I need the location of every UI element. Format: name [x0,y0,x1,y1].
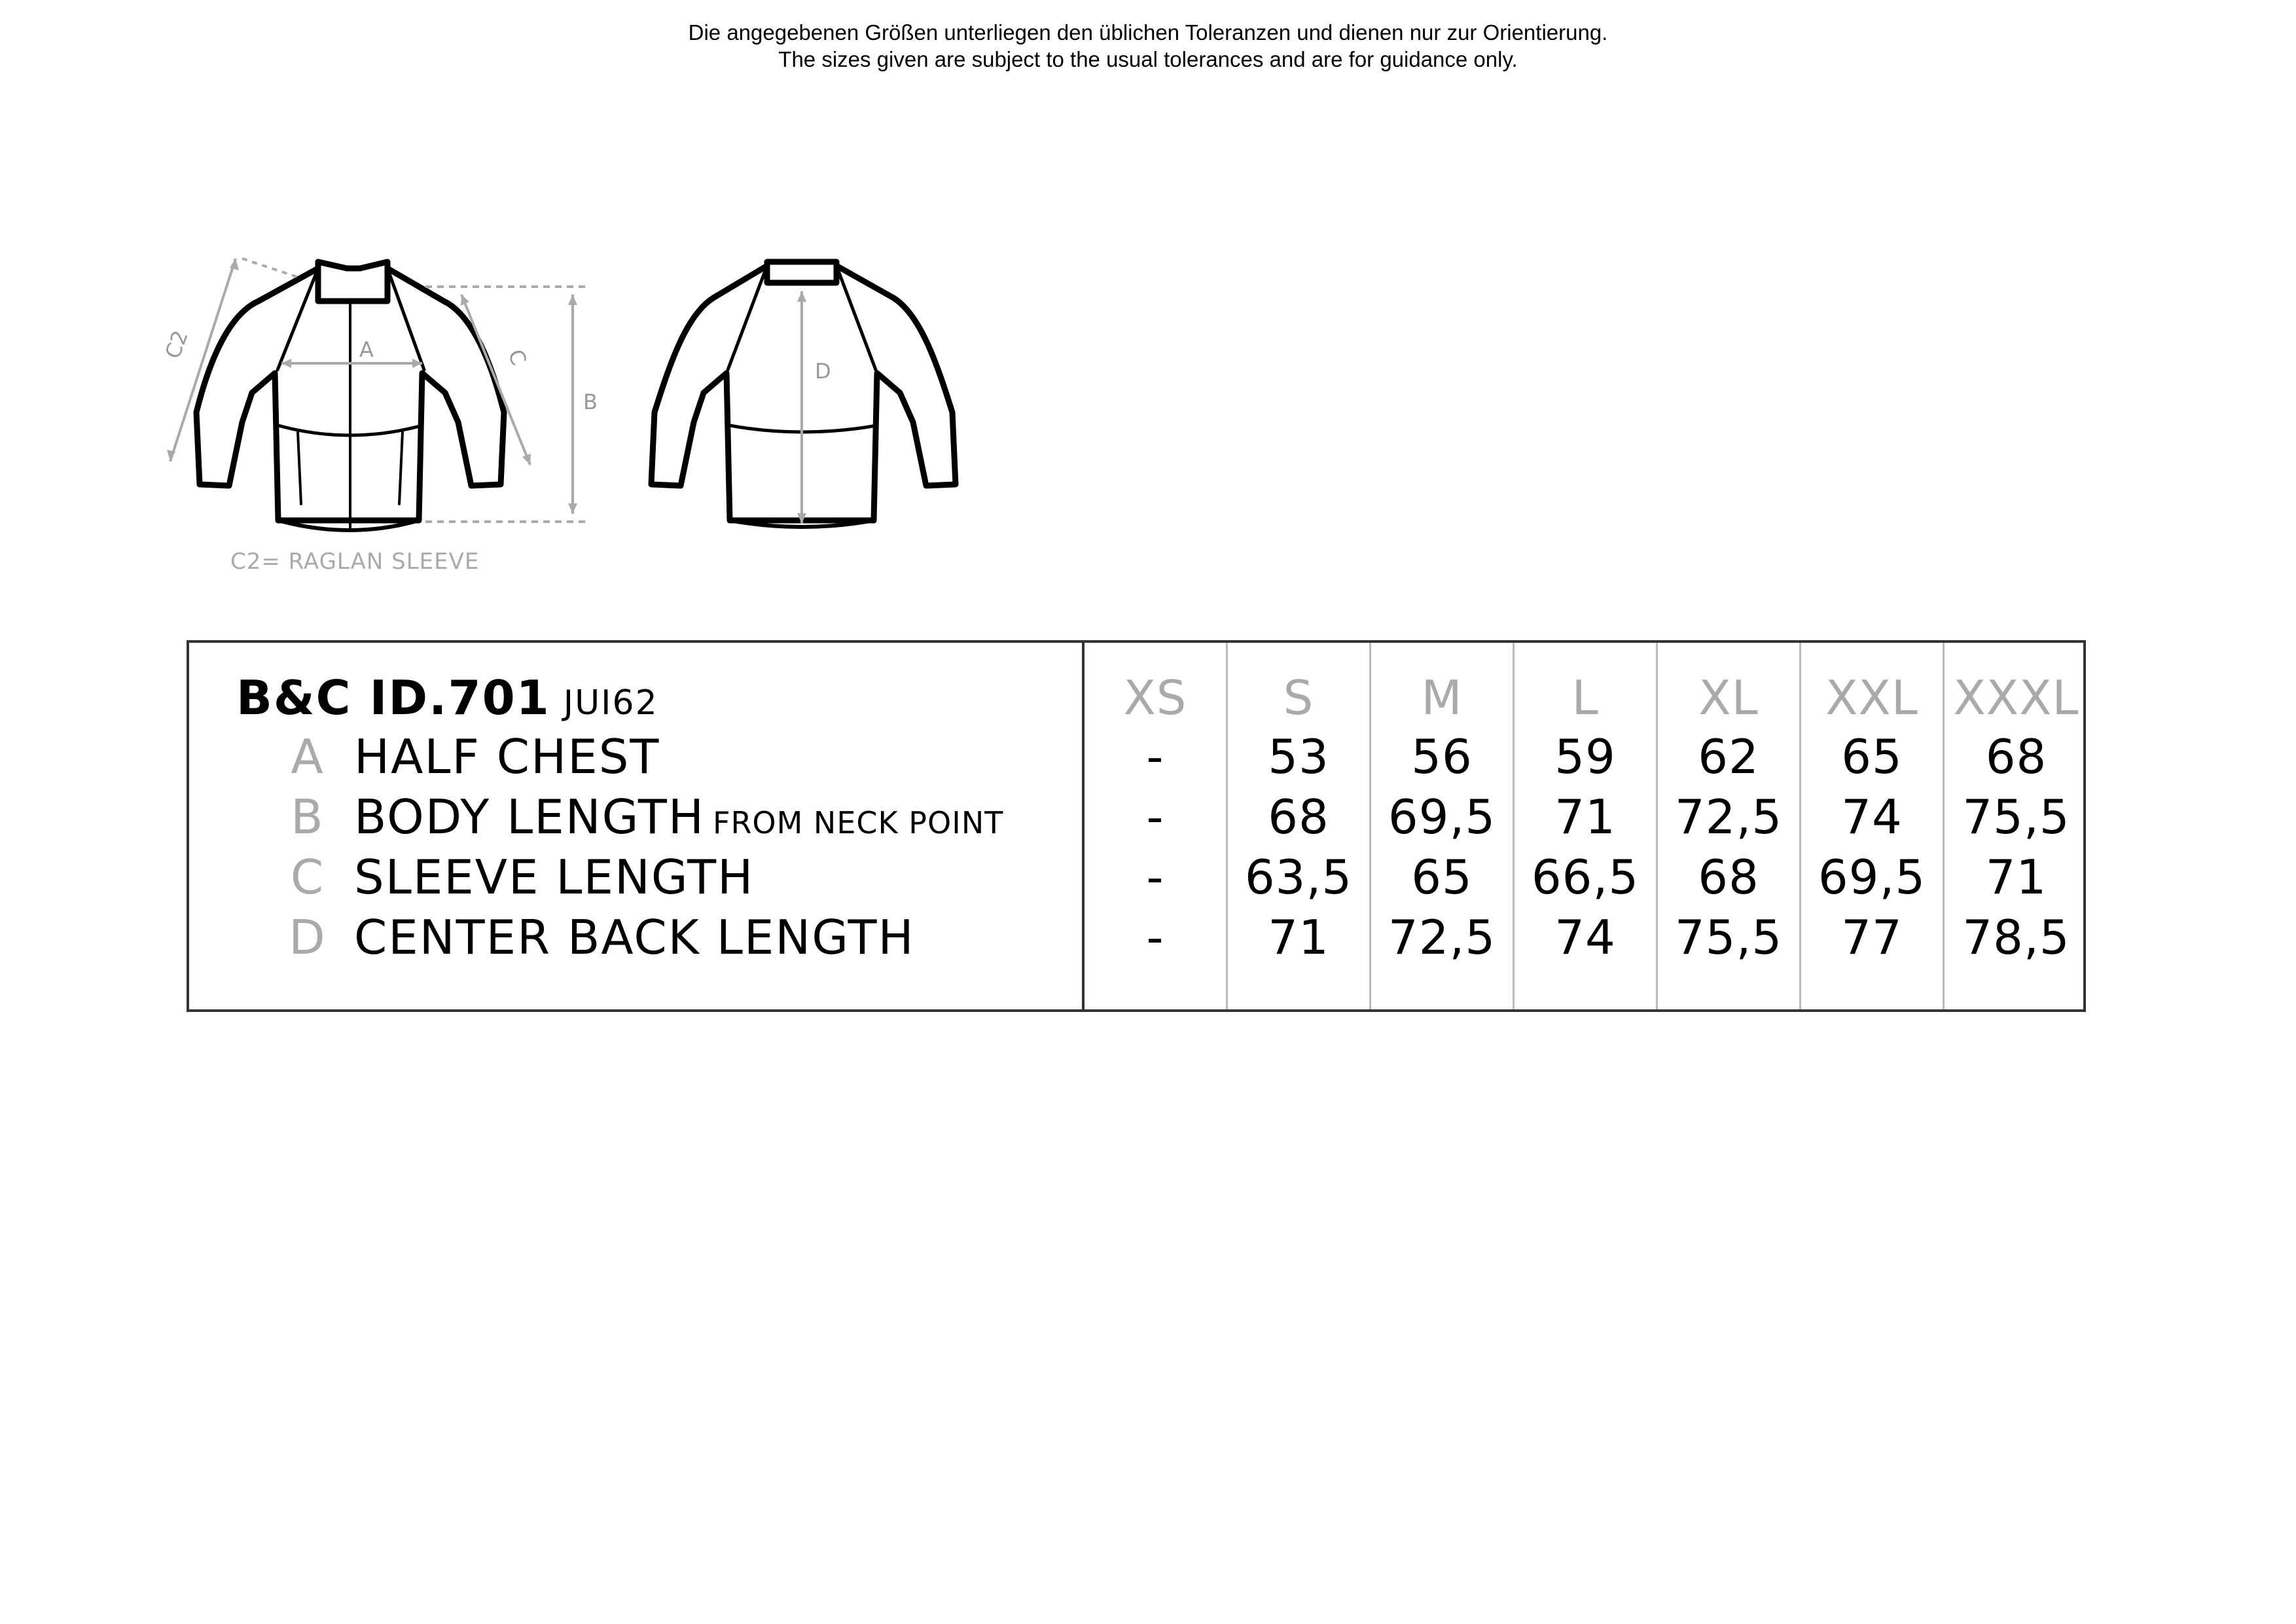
product-code: JUI62 [563,683,658,723]
row-label-body-length-text: BODY LENGTH [354,789,705,844]
table-cell: 72,5 [1388,910,1496,965]
row-letter-c: C [290,850,324,905]
table-cell: 68 [1985,729,2047,784]
table-cell: - [1146,729,1164,784]
table-cell: 71 [1268,910,1329,965]
table-cell: 53 [1268,729,1329,784]
table-cell: 77 [1841,910,1903,965]
label-c2: C2 [160,327,193,362]
row-label-body-length [354,787,1003,853]
table-cell: 69,5 [1818,850,1926,905]
table-cell: 68 [1698,850,1759,905]
size-column-xxxl [1945,643,2088,1009]
table-cell: 78,5 [1962,910,2070,965]
table-cell: 74 [1841,789,1903,844]
table-cell: - [1146,789,1164,844]
table-cell: 71 [1985,850,2047,905]
table-cell: - [1146,910,1164,965]
row-letter-d: D [289,910,325,965]
row-label-sleeve-length: SLEEVE LENGTH [354,850,755,905]
label-column [189,643,1085,1009]
row-label-half-chest: HALF CHEST [354,729,660,784]
product-title [236,668,658,733]
size-column-xl [1658,643,1801,1009]
jacket-back-diagram [628,242,982,556]
table-cell: 63,5 [1244,850,1353,905]
size-column-xxl [1801,643,1945,1009]
size-header: XXXL [1953,670,2079,725]
size-column-l [1515,643,1658,1009]
size-header: XL [1698,670,1759,725]
brand-model: B&C ID.701 [236,670,550,725]
table-cell: 59 [1554,729,1616,784]
size-header: L [1571,670,1599,725]
row-note-from-neck-point: FROM NECK POINT [712,805,1004,840]
size-column-s [1228,643,1371,1009]
table-cell: 68 [1268,789,1329,844]
table-cell: 75,5 [1962,789,2070,844]
jacket-front-diagram [144,242,615,596]
size-table [187,640,2086,1012]
table-cell: 65 [1411,850,1473,905]
size-header: XXL [1825,670,1918,725]
table-cell: 74 [1554,910,1616,965]
label-a: A [359,337,374,362]
table-cell: 72,5 [1674,789,1783,844]
table-cell: - [1146,850,1164,905]
size-header: M [1421,670,1463,725]
table-cell: 75,5 [1674,910,1783,965]
disclaimer-german: Die angegebenen Größen unterliegen den üblichen Toleranzen und dienen nur zur Orientierung. [688,20,1608,45]
size-column-xs [1085,643,1228,1009]
disclaimer-english: The sizes given are subject to the usual tolerances and are for guidance only. [778,47,1518,71]
table-cell: 69,5 [1388,789,1496,844]
label-b: B [583,389,598,414]
label-d: D [815,359,831,384]
table-cell: 66,5 [1531,850,1640,905]
size-column-m [1371,643,1515,1009]
row-label-center-back-length: CENTER BACK LENGTH [354,910,915,965]
label-c: C [503,346,532,369]
size-header: XS [1123,670,1187,725]
table-cell: 71 [1554,789,1616,844]
table-cell: 62 [1698,729,1759,784]
size-header: S [1283,670,1314,725]
table-cell: 65 [1841,729,1903,784]
table-cell: 56 [1411,729,1473,784]
row-letter-a: A [291,729,323,784]
raglan-sleeve-note: C2= RAGLAN SLEEVE [230,549,480,575]
row-letter-b: B [291,789,323,844]
